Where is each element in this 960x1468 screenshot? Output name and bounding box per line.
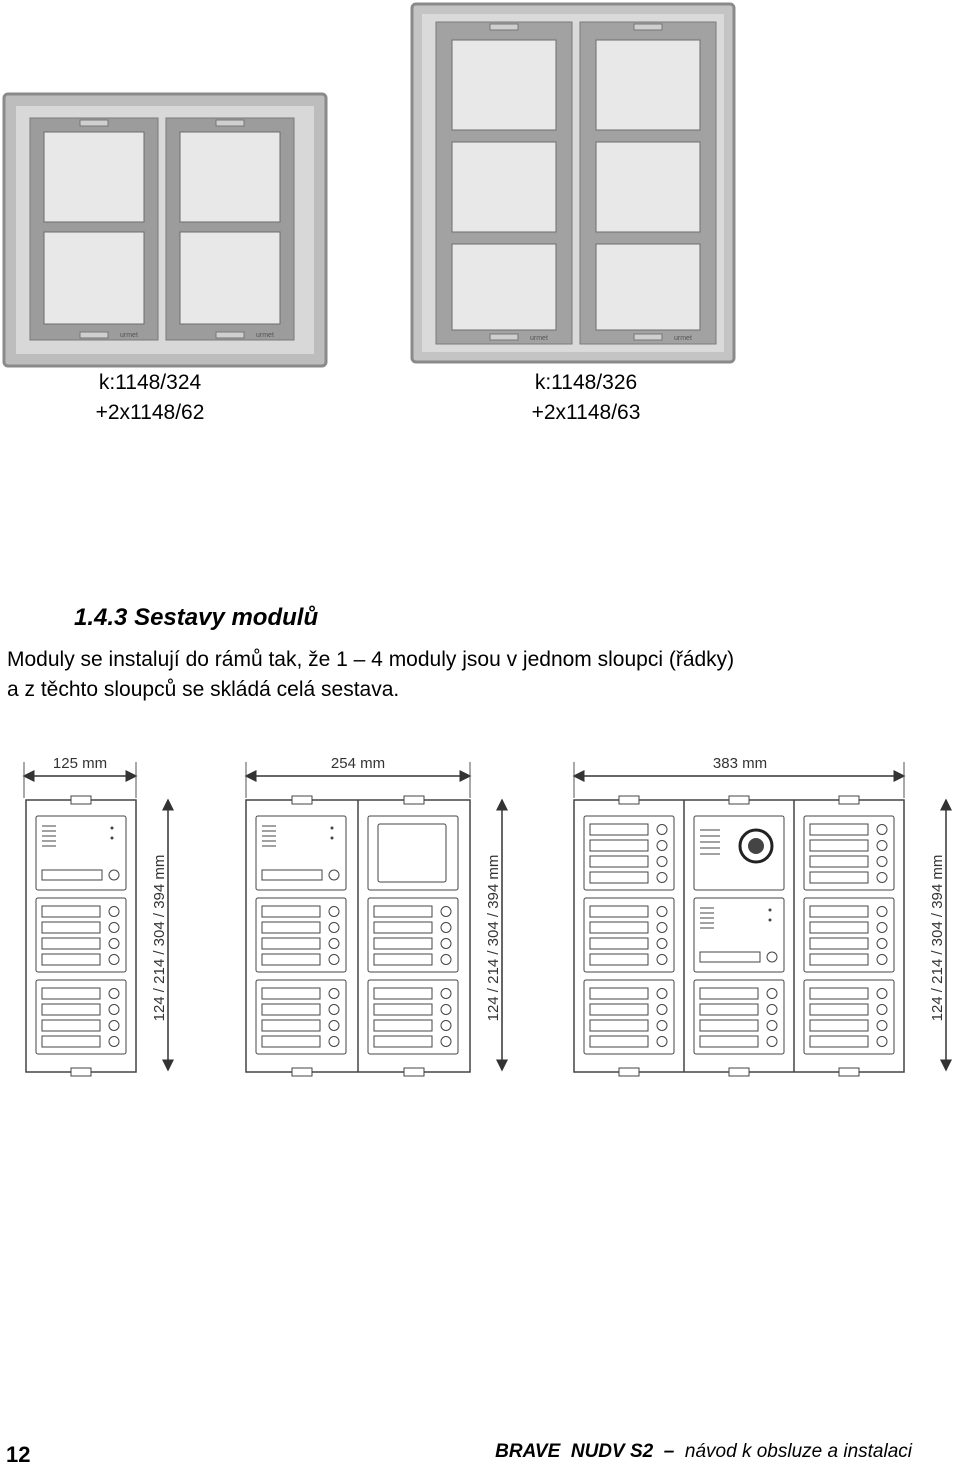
frame-clip: [839, 796, 859, 804]
name-label: [590, 1036, 648, 1047]
name-label: [42, 938, 100, 949]
call-button-icon: [441, 1021, 451, 1031]
call-button-icon: [877, 873, 887, 883]
frame-clip: [71, 796, 91, 804]
name-label: [42, 922, 100, 933]
call-button-icon: [441, 955, 451, 965]
name-label: [700, 1020, 758, 1031]
frame-clip: [404, 796, 424, 804]
name-label: [810, 988, 868, 999]
call-button-icon: [109, 870, 119, 880]
name-label: [590, 1020, 648, 1031]
name-label: [374, 938, 432, 949]
name-label: [42, 906, 100, 917]
caption-right: [476, 368, 696, 428]
call-button-icon: [657, 939, 667, 949]
call-button-icon: [441, 1005, 451, 1015]
call-button-icon: [441, 1037, 451, 1047]
led-dot: [111, 827, 114, 830]
brand-mark-left-b: urmet: [256, 332, 274, 339]
frame-clip: [71, 1068, 91, 1076]
call-button-icon: [109, 923, 119, 933]
name-label: [262, 988, 320, 999]
frame-clip: [292, 796, 312, 804]
name-label: [700, 988, 758, 999]
name-label: [262, 870, 322, 880]
name-label: [590, 1004, 648, 1015]
call-button-icon: [329, 1037, 339, 1047]
name-label: [262, 922, 320, 933]
call-button-icon: [657, 955, 667, 965]
frame-clip: [619, 796, 639, 804]
photo-frame-2x3: [408, 0, 738, 366]
name-label: [590, 988, 648, 999]
call-button-icon: [657, 907, 667, 917]
frame-clip: [292, 1068, 312, 1076]
call-button-icon: [441, 923, 451, 933]
name-label: [374, 1004, 432, 1015]
call-button-icon: [877, 923, 887, 933]
call-button-icon: [329, 1005, 339, 1015]
height-label-2: 124 / 214 / 304 / 394 mm: [485, 854, 502, 1022]
call-button-icon: [877, 939, 887, 949]
brand-mark-right-b: urmet: [674, 335, 692, 342]
call-button-icon: [877, 1037, 887, 1047]
name-label: [374, 922, 432, 933]
name-label: [810, 824, 868, 835]
call-button-icon: [877, 955, 887, 965]
section-title: Sestavy modulů: [134, 604, 319, 631]
call-button-icon: [877, 989, 887, 999]
name-label: [42, 870, 102, 880]
section-number: 1.4.3: [74, 604, 128, 631]
name-label: [42, 1004, 100, 1015]
name-label: [262, 1020, 320, 1031]
name-label: [590, 922, 648, 933]
footer-brand: BRAVE: [495, 1441, 561, 1462]
page-number: 12: [6, 1442, 31, 1467]
call-button-icon: [877, 1021, 887, 1031]
footer-subtitle: návod k obsluze a instalaci: [684, 1441, 912, 1462]
led-dot: [769, 909, 772, 912]
brand-mark-left-a: urmet: [120, 332, 138, 339]
call-button-icon: [109, 1005, 119, 1015]
call-button-icon: [329, 907, 339, 917]
name-label: [374, 954, 432, 965]
call-button-icon: [877, 825, 887, 835]
name-label: [590, 872, 648, 883]
call-button-icon: [109, 907, 119, 917]
brand-mark-right-a: urmet: [530, 335, 548, 342]
call-button-icon: [767, 1037, 777, 1047]
caption-left-code: k:1148/324: [98, 371, 202, 394]
frame-clip: [729, 1068, 749, 1076]
call-button-icon: [329, 1021, 339, 1031]
caption-right-extension: +2x1148/63: [531, 401, 641, 424]
frame-clip: [839, 1068, 859, 1076]
call-button-icon: [441, 989, 451, 999]
name-label: [374, 906, 432, 917]
name-label: [262, 954, 320, 965]
name-label: [810, 938, 868, 949]
paragraph-line-1: Moduly se instalují do rámů tak, že 1 – 4 moduly jsou v jednom sloupci (řádky): [7, 648, 735, 671]
call-button-icon: [109, 989, 119, 999]
frame-clip: [729, 796, 749, 804]
call-button-icon: [441, 939, 451, 949]
call-button-icon: [877, 841, 887, 851]
call-button-icon: [877, 907, 887, 917]
display-screen: [378, 824, 446, 882]
call-button-icon: [109, 939, 119, 949]
call-button-icon: [767, 1005, 777, 1015]
name-label: [810, 954, 868, 965]
frame-clip: [619, 1068, 639, 1076]
led-dot: [331, 837, 334, 840]
photo-frame-2x2: [0, 90, 330, 370]
name-label: [590, 856, 648, 867]
name-label: [700, 1004, 758, 1015]
name-label: [374, 1036, 432, 1047]
camera-lens-icon: [748, 838, 764, 854]
call-button-icon: [657, 923, 667, 933]
call-button-icon: [329, 989, 339, 999]
name-label: [590, 954, 648, 965]
call-button-icon: [767, 1021, 777, 1031]
paragraph-line-2: a z těchto sloupců se skládá celá sestava.: [7, 678, 400, 701]
name-label: [42, 1020, 100, 1031]
name-label: [590, 824, 648, 835]
call-button-icon: [767, 952, 777, 962]
call-button-icon: [441, 907, 451, 917]
section-heading: [74, 604, 318, 632]
call-button-icon: [657, 873, 667, 883]
width-label-383: 383 mm: [712, 755, 768, 772]
name-label: [374, 988, 432, 999]
name-label: [810, 922, 868, 933]
name-label: [42, 988, 100, 999]
name-label: [810, 840, 868, 851]
call-button-icon: [329, 870, 339, 880]
call-button-icon: [877, 1005, 887, 1015]
call-button-icon: [329, 939, 339, 949]
call-button-icon: [657, 841, 667, 851]
name-label: [262, 906, 320, 917]
width-label-125: 125 mm: [52, 755, 108, 772]
name-label: [590, 906, 648, 917]
width-label-254: 254 mm: [330, 755, 386, 772]
led-dot: [111, 837, 114, 840]
call-button-icon: [109, 955, 119, 965]
name-label: [262, 1004, 320, 1015]
footer-model: NUDV S2: [570, 1441, 654, 1462]
led-dot: [331, 827, 334, 830]
caption-right-code: k:1148/326: [534, 371, 638, 394]
call-button-icon: [877, 857, 887, 867]
footer-dash: –: [663, 1441, 675, 1462]
name-label: [42, 954, 100, 965]
name-label: [810, 856, 868, 867]
caption-left: [40, 368, 260, 428]
call-button-icon: [329, 923, 339, 933]
name-label: [700, 952, 760, 962]
name-label: [590, 938, 648, 949]
name-label: [262, 1036, 320, 1047]
name-label: [810, 1020, 868, 1031]
height-label-1: 124 / 214 / 304 / 394 mm: [151, 854, 168, 1022]
caption-left-extension: +2x1148/62: [95, 401, 205, 424]
name-label: [700, 1036, 758, 1047]
led-dot: [769, 919, 772, 922]
name-label: [810, 1036, 868, 1047]
name-label: [374, 1020, 432, 1031]
name-label: [810, 906, 868, 917]
call-button-icon: [109, 1037, 119, 1047]
name-label: [810, 872, 868, 883]
call-button-icon: [657, 1037, 667, 1047]
call-button-icon: [767, 989, 777, 999]
call-button-icon: [109, 1021, 119, 1031]
call-button-icon: [657, 1021, 667, 1031]
call-button-icon: [657, 825, 667, 835]
call-button-icon: [657, 989, 667, 999]
name-label: [810, 1004, 868, 1015]
height-label-3: 124 / 214 / 304 / 394 mm: [929, 854, 946, 1022]
footer-title: [495, 1441, 912, 1463]
call-button-icon: [657, 857, 667, 867]
section-paragraph: [7, 645, 955, 705]
name-label: [42, 1036, 100, 1047]
call-button-icon: [657, 1005, 667, 1015]
name-label: [590, 840, 648, 851]
name-label: [262, 938, 320, 949]
frame-clip: [404, 1068, 424, 1076]
call-button-icon: [329, 955, 339, 965]
assembly-drawing: [0, 738, 960, 1098]
